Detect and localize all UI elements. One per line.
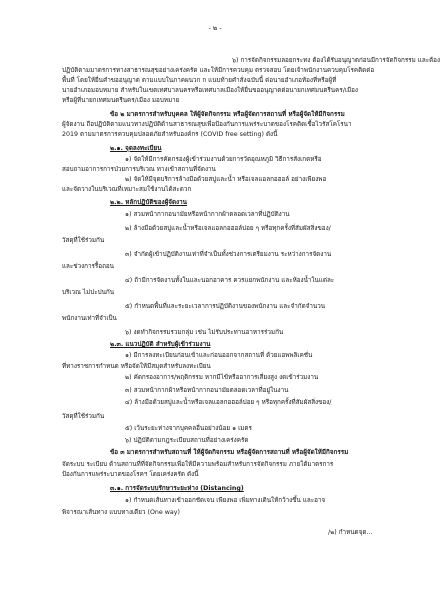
s22-item-4-cont: บริเวณ ไม่ปะปนกัน — [62, 289, 115, 296]
clause-3-line-3: ป้องกันการแพร่ระบาดของโรคฯ โดยเคร่งครัด ดังนี้ — [62, 471, 199, 478]
s22-item-5: ๕) กำหนดพื้นที่และระยะเวลาการปฏิบัติงานของพนักงาน และจำกัดจำนวน — [125, 303, 326, 310]
s23-item-1: ๑) มีการลงทะเบียนก่อนเข้าและก่อนออกจากสถานที่ ด้วยแอพพลิเคชั่น — [125, 352, 313, 359]
para-6-line-2: ปฏิบัติตามมาตรการทางสาธารณสุขอย่างเคร่งครัด และให้มีการควบคุม ตรวจสอบ โดยเจ้าพนักงานควบคุมโรคติดต่อ — [62, 67, 375, 74]
s23-item-2: ๒) คัดกรองอาการ/พฤติกรรม หากมีไข้หรืออาการเสี่ยงสูง งดเข้าร่วมงาน — [125, 374, 319, 381]
clause-2-line-2: ผู้จัดงาน ถือปฏิบัติตามแนวทางปฏิบัติด้านสาธารณสุขเพื่อป้องกันการแพร่ระบาดของโรคติดเชื้อไวรัสโคโรนา — [62, 121, 352, 128]
s23-item-3: ๓) สวมหน้ากากผ้าหรือหน้ากากอนามัยตลอดเวลาที่อยู่ในงาน — [125, 387, 289, 394]
section-2-1-heading: ๒.๑. จุดลงทะเบียน — [110, 145, 162, 152]
clause-3-line-2: จัดระบบ ระเบียบ ด้านสถานที่ที่จัดกิจกรรมเพื่อให้มีความพร้อมสำหรับการจัดกิจกรรม ภายใต้มาตรการ — [62, 461, 334, 468]
s23-item-6: ๖) ปฏิบัติตามกฎระเบียบสถานที่อย่างเคร่งครัด — [125, 437, 249, 444]
s21-item-1: ๑) จัดให้มีการคัดกรองผู้เข้าร่วมงานด้วยการวัดอุณหภูมิ วิธีการสังเกตหรือ — [125, 156, 322, 163]
para-6-line-1 — [232, 56, 440, 65]
s23-item-5: ๕) เว้นระยะห่างจากบุคคลอื่นอย่างน้อย ๑ เมตร — [125, 425, 252, 432]
s23-item-4-cont: วัสดุที่ใช้ร่วมกัน — [62, 413, 105, 420]
continuation-marker: /๒) กำหนดจุด... — [328, 529, 373, 536]
s22-item-2-cont: วัสดุที่ใช้ร่วมกัน — [62, 237, 105, 244]
section-2-3-heading: ๒.๓. แนวปฏิบัติ สำหรับผู้เข้าร่วมงาน — [110, 341, 211, 348]
text: ๖) การจัดกิจกรรมลอยกระทง ต้องได้รับอนุญาตก่อนมีการจัดกิจกรรม และต้อง — [232, 57, 440, 64]
s22-item-3: ๓) จำกัดผู้เข้าปฏิบัติงานเท่าที่จำเป็นทั้งช่วงการเตรียมงาน ระหว่างการจัดงาน — [125, 251, 332, 258]
s31-item-1: ๑) กำหนดเส้นทางเข้าออกชัดเจน เพียงพอ เพิ่มทางเดินให้กว้างขึ้น และอาจ — [125, 497, 326, 504]
clause-2-line-3: 2019 ตามมาตรการควบคุมปลอดภัยสำหรับองค์กร (COVID free setting) ดังนี้ — [62, 131, 278, 138]
section-2-2-heading: ๒.๒. หลักปฏิบัติของผู้จัดงาน — [110, 199, 187, 206]
s21-item-2-cont: และจัดวางในบริเวณที่เหมาะสมใช้งานได้สะดวก — [62, 186, 192, 193]
para-6-line-3: พื้นที่ โดยให้ยื่นคำขออนุญาต ตามแบบในภาคผนวก ก แนบท้ายคำสั่งฉบับนี้ ต่อนายอำเภอท้องที่หรือผู้ที่ — [62, 77, 337, 84]
s22-item-4: ๔) ถ้ามีการจัดงานทั้งในและนอกอาคาร ควรแยกพนักงาน และห้องน้ำในแต่ละ — [125, 277, 335, 284]
para-6-line-4: นายอำเภอมอบหมาย สำหรับในเขตเทศบาลนครหรือเทศบาลเมืองให้ยื่นขออนุญาตต่อนายกเทศมนตรีนคร/เมือง — [62, 87, 358, 94]
para-6-line-5: หรือผู้ที่นายกเทศมนตรีนคร/เมือง มอบหมาย — [62, 97, 180, 104]
s21-item-1-cont: สอบถามอาการการป่วยการบริเวณ ทางเข้าสถานที่จัดงาน — [62, 166, 216, 173]
s22-item-3-cont: และช่วงการรื้อถอน — [62, 263, 114, 270]
s22-item-5-cont: พนักงานเท่าที่จำเป็น — [62, 315, 117, 322]
section-3-1-heading: ๓.๑. การจัดระบบรักษาระยะห่าง (Distancing) — [110, 485, 244, 492]
s22-item-2: ๒) ล้างมือด้วยสบู่และน้ำหรือเจลแอลกอฮอล์บ่อย ๆ หรือทุกครั้งที่สัมผัสสิ่งของ/ — [125, 225, 331, 232]
s22-item-1: ๑) สวมหน้ากากอนามัยหรือหน้ากากผ้าตลอดเวลาที่ปฏิบัติงาน — [125, 211, 290, 218]
clause-2-heading: ข้อ ๒ มาตรการสำหรับบุคคล ให้ผู้จัดกิจกรรม หรือผู้จัดการสถานที่ หรือผู้จัดให้มีกิจกรรม — [110, 111, 345, 118]
page-number: - ๒ - — [208, 24, 222, 32]
s22-item-6: ๖) งดทำกิจกรรมรวมกลุ่ม เช่น ไม่รับประทานอาหารร่วมกัน — [125, 329, 284, 336]
s21-item-2: ๒) จัดให้มีจุดบริการล้างมือด้วยสบู่และน้ำ หรือเจลแอลกอฮอล์ อย่างเพียงพอ — [125, 176, 327, 183]
clause-3-heading: ข้อ ๓ มาตรการสำหรับสถานที่ ให้ผู้จัดกิจกรรม หรือผู้จัดการสถานที่ หรือผู้จัดให้มีกิจกรรม — [110, 449, 349, 456]
s23-item-4: ๔) ล้างมือด้วยสบู่และน้ำหรือเจลแอลกอฮอล์บ่อย ๆ หรือทุกครั้งที่สัมผัสสิ่งของ/ — [125, 399, 332, 406]
s31-item-1-cont: พิจารณาเส้นทาง แบบทางเดียว (One way) — [62, 509, 180, 516]
s23-item-1-cont: ที่ทางราชการกำหนด หรือจัดให้มีสมุดสำหรับลงทะเบียน — [62, 363, 211, 370]
